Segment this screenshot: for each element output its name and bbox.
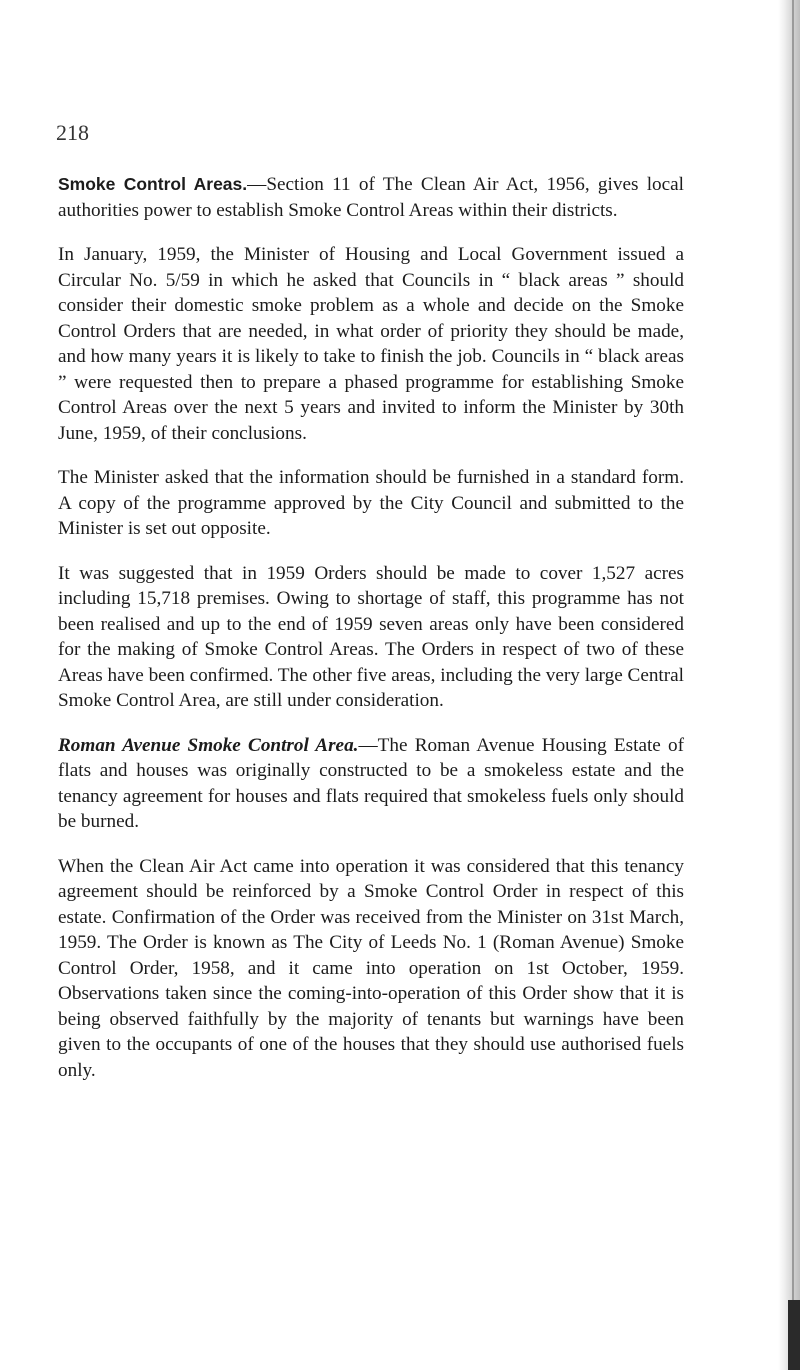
paragraph-text: —The Roman Avenue Housing Estate of flats and houses was originally constructed to be a smokeless estate and the tenancy agreement for houses and flats required that smokeless fuels only should be burned. — [58, 734, 684, 832]
paragraph-text: —Section 11 of The Clean Air Act, 1956, gives local authorities power to establish Smoke Control Areas within their districts. — [58, 174, 684, 221]
paragraph-1959-orders — [58, 561, 684, 714]
document-body — [58, 172, 684, 1102]
paragraph-text: The Minister asked that the information should be furnished in a standard form. A copy of the programme approved by the City Council and submitted to the Minister is set out opposite. — [58, 467, 684, 539]
scan-page-edge — [778, 0, 800, 1370]
section-heading-roman-avenue: Roman Avenue Smoke Control Area. — [58, 734, 359, 756]
paragraph-clean-air-act-operation — [58, 854, 684, 1084]
paragraph-text: When the Clean Air Act came into operation it was considered that this tenancy agreement should be reinforced by a Smoke Control Order in respect of this estate. Confirmation of the Order was received from the Minister on 31st March, 1959. The Order is known as The City of Leeds No. 1 (Roman Avenue) Smoke Control Order, 1958, and it came into operation on 1st October, 1959. Observations taken since the coming-into-operation of this Order show that it is being observed faithfully by the majority of tenants but warnings have been given to the occupants of one of the houses that they should use authorised fuels only. — [58, 855, 684, 1081]
paragraph-text: It was suggested that in 1959 Orders should be made to cover 1,527 acres including 15,718 premises. Owing to shortage of staff, this programme has not been realised and up to the end of 1959 seven areas only have been considered for the making of Smoke Control Areas. The Orders in respect of two of these Areas have been confirmed. The other five areas, including the very large Central Smoke Control Area, are still under consideration. — [58, 562, 684, 711]
page-number: 218 — [56, 120, 89, 145]
paragraph-minister-circular — [58, 242, 684, 446]
paragraph-text: In January, 1959, the Minister of Housing and Local Government issued a Circular No. 5/59 in which he asked that Councils in “ black areas ” should consider their domestic smoke problem as a whole and decide on the Smoke Control Orders that are needed, in what order of priority they should be made, and how many years it is likely to take to finish the job. Councils in “ black areas ” were requested then to prepare a phased programme for establishing Smoke Control Areas over the next 5 years and invited to inform the Minister by 30th June, 1959, of their conclusions. — [58, 244, 684, 444]
scan-corner-shadow — [788, 1300, 800, 1370]
paragraph-smoke-control-areas — [58, 172, 684, 223]
section-heading-smoke-control-areas: Smoke Control Areas. — [58, 174, 248, 194]
paragraph-standard-form — [58, 465, 684, 542]
paragraph-roman-avenue — [58, 733, 684, 835]
scan-binding-line — [792, 0, 794, 1370]
